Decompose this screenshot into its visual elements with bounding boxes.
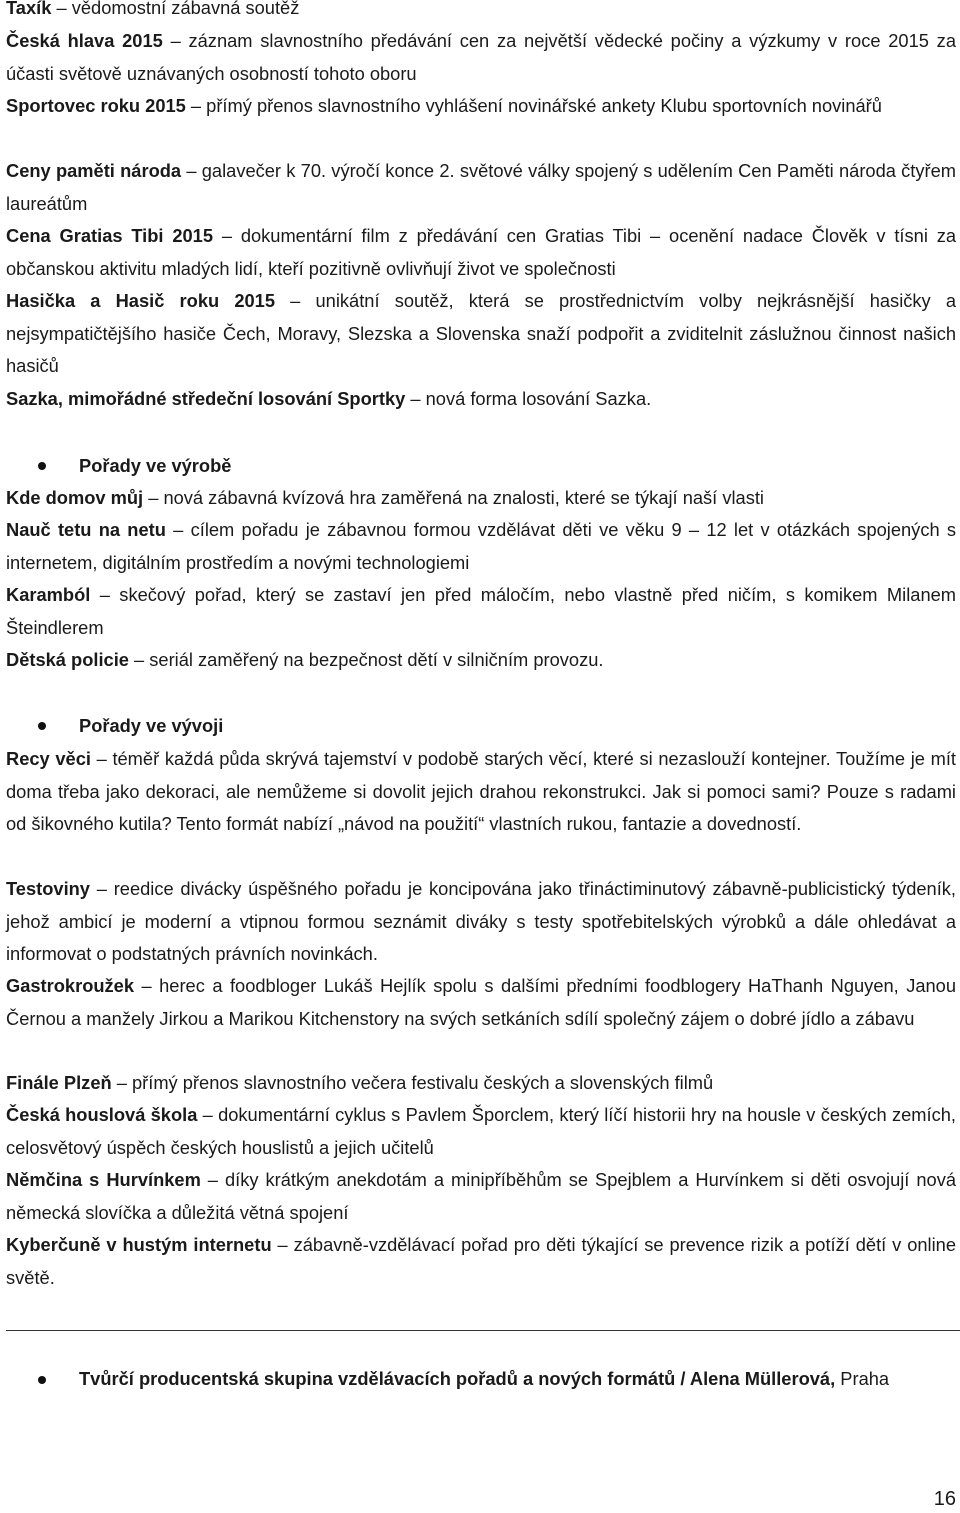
entry-separator: – bbox=[405, 388, 426, 409]
entry-title: Recy věci bbox=[6, 748, 91, 769]
entry-title: Kde domov můj bbox=[6, 487, 144, 508]
entry-text: vědomostní zábavná soutěž bbox=[71, 0, 300, 18]
entry-text: seriál zaměřený na bezpečnost dětí v silničním provozu. bbox=[149, 649, 604, 670]
entry-title: Dětská policie bbox=[6, 649, 129, 670]
entry-hasicka-a-hasic bbox=[6, 285, 956, 383]
entry-text: reedice divácky úspěšného pořadu je koncipována jako třináctiminutový zábavně-publicistický týdeník, jehož ambicí je moderní a vtipnou formou seznámit diváky s testy spotřebitelských výrobků a dále ohledávat a informovat o podstatných právních novinkách. bbox=[6, 878, 956, 964]
entry-title: Testoviny bbox=[6, 878, 90, 899]
entry-separator: – bbox=[51, 0, 72, 18]
entry-title: Taxík bbox=[6, 0, 52, 18]
entry-text: téměř každá půda skrývá tajemství v podobě starých věcí, které si nezaslouží kontejner. Toužíme je mít doma třeba jako dekoraci, ale nemůžeme si dovolit jejich drahou rekonstrukci. Jak si pomoci sami? Pouze s radami od šikovného kutila? Tento formát nabízí „návod na použití“ vlastních rukou, fantazie a dovedností. bbox=[6, 748, 956, 834]
entry-separator: – bbox=[275, 290, 316, 311]
entry-title: Cena Gratias Tibi 2015 bbox=[6, 225, 213, 246]
entry-text: skečový pořad, který se zastaví jen před máločím, nebo vlastně před ničím, s komikem Milanem Šteindlerem bbox=[6, 584, 957, 638]
entry-text: díky krátkým anekdotám a minipříběhům se Spejblem a Hurvínkem si děti osvojují nová německá slovíčka a důležitá větná spojení bbox=[6, 1169, 956, 1223]
entry-sazka bbox=[6, 383, 956, 416]
entry-text: přímý přenos slavnostního večera festivalu českých a slovenských filmů bbox=[131, 1072, 714, 1093]
entry-nemcina-s-hurvinkem bbox=[6, 1164, 956, 1229]
entry-gastrokrouzek bbox=[6, 970, 956, 1035]
entry-separator: – bbox=[89, 878, 114, 899]
entry-title: Ceny paměti národa bbox=[6, 160, 182, 181]
entry-separator: – bbox=[213, 225, 241, 246]
entry-recy-veci bbox=[6, 743, 956, 841]
entry-text: přímý přenos slavnostního vyhlášení novinářské ankety Klubu sportovních novinářů bbox=[206, 95, 882, 116]
entry-separator: – bbox=[200, 1169, 225, 1190]
entry-text: galavečer k 70. výročí konce 2. světové války spojený s udělením Cen Paměti národa čtyřem laureátům bbox=[6, 160, 957, 214]
entry-title: Sportovec roku 2015 bbox=[6, 95, 186, 116]
entry-detska-policie bbox=[6, 644, 956, 677]
entry-separator: – bbox=[128, 649, 150, 670]
entry-nauc-tetu-na-netu bbox=[6, 514, 956, 579]
section-divider bbox=[6, 1330, 960, 1331]
entry-separator: – bbox=[185, 95, 207, 116]
entry-text: zábavně-vzdělávací pořad pro děti týkající se prevence rizik a potíží dětí v online světě. bbox=[6, 1234, 956, 1288]
entry-ceska-houslova-skola bbox=[6, 1099, 956, 1164]
group-heading-place: Praha bbox=[840, 1368, 890, 1389]
entry-ceny-pameti-naroda bbox=[6, 155, 956, 220]
entry-taxik bbox=[6, 0, 956, 25]
bullet-icon bbox=[38, 462, 46, 470]
entry-ceska-hlava bbox=[6, 25, 956, 90]
entry-title: Hasička a Hasič roku 2015 bbox=[6, 290, 275, 311]
entry-text: herec a foodbloger Lukáš Hejlík spolu s dalšími předními foodblogery HaThanh Nguyen, Janou Černou a manžely Jirkou a Marikou Kitchenstory na svých setkáních sdílí společný zájem o dobré jídlo a zábavu bbox=[6, 975, 957, 1029]
group-heading-title: Tvůrčí producentská skupina vzdělávacích pořadů a nových formátů / Alena Müllerová, bbox=[79, 1368, 836, 1389]
entry-karambol bbox=[6, 579, 956, 644]
bullet-icon bbox=[38, 1376, 46, 1384]
entry-kde-domov-muj bbox=[6, 482, 956, 515]
entry-text: nová forma losování Sazka. bbox=[425, 388, 652, 409]
entry-title: Nauč tetu na netu bbox=[6, 519, 166, 540]
bullet-icon bbox=[38, 722, 46, 730]
entry-separator: – bbox=[90, 584, 120, 605]
section-heading-production: Pořady ve výrobě bbox=[79, 455, 232, 476]
entry-title: Finále Plzeň bbox=[6, 1072, 112, 1093]
entry-text: cílem pořadu je zábavnou formou vzdělávat děti ve věku 9 – 12 let v otázkách spojených s internetem, digitálním prostředím a novými technologiemi bbox=[6, 519, 957, 573]
entry-separator: – bbox=[134, 975, 160, 996]
entry-text: unikátní soutěž, která se prostřednictvím volby nejkrásnější hasičky a nejsympatičtějšího hasiče Čech, Moravy, Slezska a Slovenska snaží podpořit a zviditelnit záslužnou činnost našich hasičů bbox=[6, 290, 957, 376]
entry-kybercune bbox=[6, 1229, 956, 1294]
entry-gratias-tibi bbox=[6, 220, 956, 285]
entry-separator: – bbox=[165, 519, 191, 540]
entry-separator: – bbox=[111, 1072, 132, 1093]
entry-text: dokumentární cyklus s Pavlem Šporclem, který líčí historii hry na housle v českých zemích, celosvětový úspěch českých houslistů a jejich učitelů bbox=[6, 1104, 956, 1158]
entry-text: dokumentární film z předávání cen Gratias Tibi – ocenění nadace Člověk v tísni za občanskou aktivitu mladých lidí, kteří pozitivně ovlivňují život ve společnosti bbox=[6, 225, 957, 279]
entry-title: Němčina s Hurvínkem bbox=[6, 1169, 201, 1190]
entry-finale-plzen bbox=[6, 1067, 956, 1100]
entry-separator: – bbox=[197, 1104, 219, 1125]
entry-title: Kyberčuně v hustým internetu bbox=[6, 1234, 272, 1255]
entry-title: Gastrokroužek bbox=[6, 975, 135, 996]
entry-title: Sazka, mimořádné středeční losování Sportky bbox=[6, 388, 406, 409]
group-heading bbox=[79, 1363, 956, 1396]
entry-text: záznam slavnostního předávání cen za největší vědecké počiny a výzkumy v roce 2015 za účasti světově uznávaných osobností tohoto oboru bbox=[6, 30, 956, 84]
entry-testoviny bbox=[6, 873, 956, 971]
entry-sportovec-roku bbox=[6, 90, 956, 123]
entry-title: Karamból bbox=[6, 584, 91, 605]
entry-title: Česká hlava 2015 bbox=[6, 30, 163, 51]
entry-separator: – bbox=[162, 30, 189, 51]
entry-text: nová zábavná kvízová hra zaměřená na znalosti, které se týkají naší vlasti bbox=[163, 487, 764, 508]
entry-separator: – bbox=[143, 487, 164, 508]
entry-title: Česká houslová škola bbox=[6, 1104, 198, 1125]
section-heading-development: Pořady ve vývoji bbox=[79, 715, 224, 736]
entry-separator: – bbox=[90, 748, 113, 769]
entry-separator: – bbox=[181, 160, 202, 181]
page-number: 16 bbox=[933, 1488, 956, 1510]
entry-separator: – bbox=[271, 1234, 294, 1255]
